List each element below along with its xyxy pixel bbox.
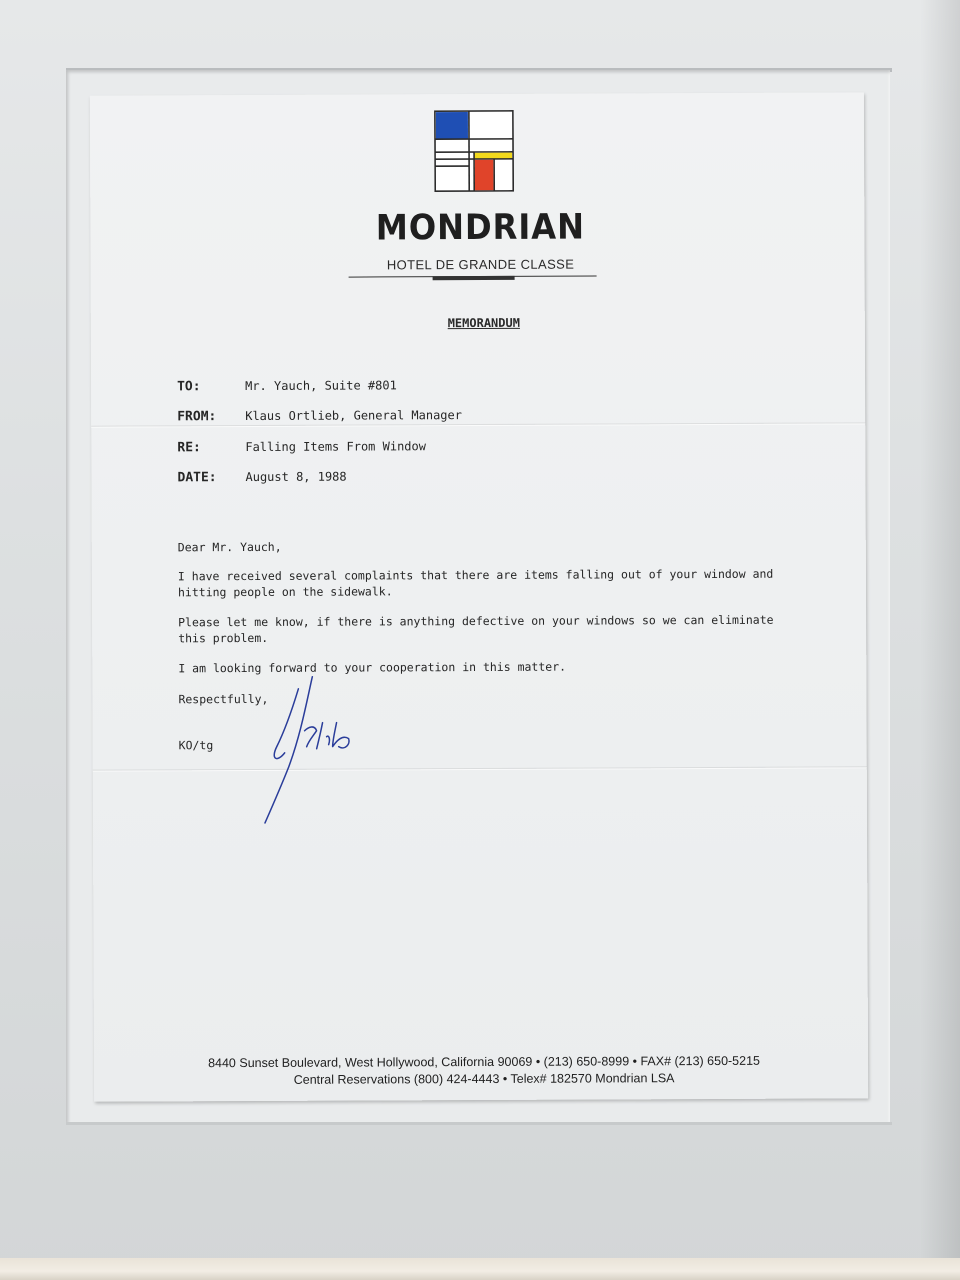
date-value: August 8, 1988 <box>245 469 347 485</box>
brand-name: MONDRIAN <box>375 207 586 249</box>
paragraph-2-line-2: this problem. <box>178 630 269 646</box>
letterhead-rule-accent <box>433 276 515 280</box>
paragraph-1-line-1: I have received several complaints that there are items falling out of your window and <box>177 566 774 584</box>
handwritten-signature-icon <box>262 674 413 830</box>
re-value: Falling Items From Window <box>245 439 426 455</box>
to-label: TO: <box>177 379 201 395</box>
brand-tagline: HOTEL DE GRANDE CLASSE <box>386 256 575 273</box>
re-label: RE: <box>177 440 201 456</box>
closing: Respectfully, <box>178 691 269 707</box>
frame-bottom-edge <box>0 1258 960 1280</box>
paragraph-2-line-1: Please let me know, if there is anything defective on your windows so we can eliminate <box>178 612 774 630</box>
paragraph-1-line-2: hitting people on the sidewalk. <box>177 584 393 600</box>
initials: KO/tg <box>178 738 214 753</box>
frame-shadow <box>920 0 960 1280</box>
paper-fold <box>93 766 867 770</box>
memo-letter <box>90 92 868 1101</box>
footer-reservations: Central Reservations (800) 424-4443 • Telex# 182570 Mondrian LSA <box>293 1071 675 1087</box>
paragraph-3: I am looking forward to your cooperation in this matter. <box>178 659 567 676</box>
mat-bevel-bottom <box>66 1122 892 1125</box>
from-label: FROM: <box>177 409 217 425</box>
memo-title: MEMORANDUM <box>447 315 520 331</box>
date-label: DATE: <box>177 470 217 486</box>
to-value: Mr. Yauch, Suite #801 <box>245 378 397 394</box>
footer-address: 8440 Sunset Boulevard, West Hollywood, California 90069 • (213) 650-8999 • FAX# (213) 650-5215 <box>208 1053 761 1071</box>
from-value: Klaus Ortlieb, General Manager <box>245 408 462 424</box>
salutation: Dear Mr. Yauch, <box>177 539 282 555</box>
mondrian-grid-logo-icon <box>434 110 514 192</box>
